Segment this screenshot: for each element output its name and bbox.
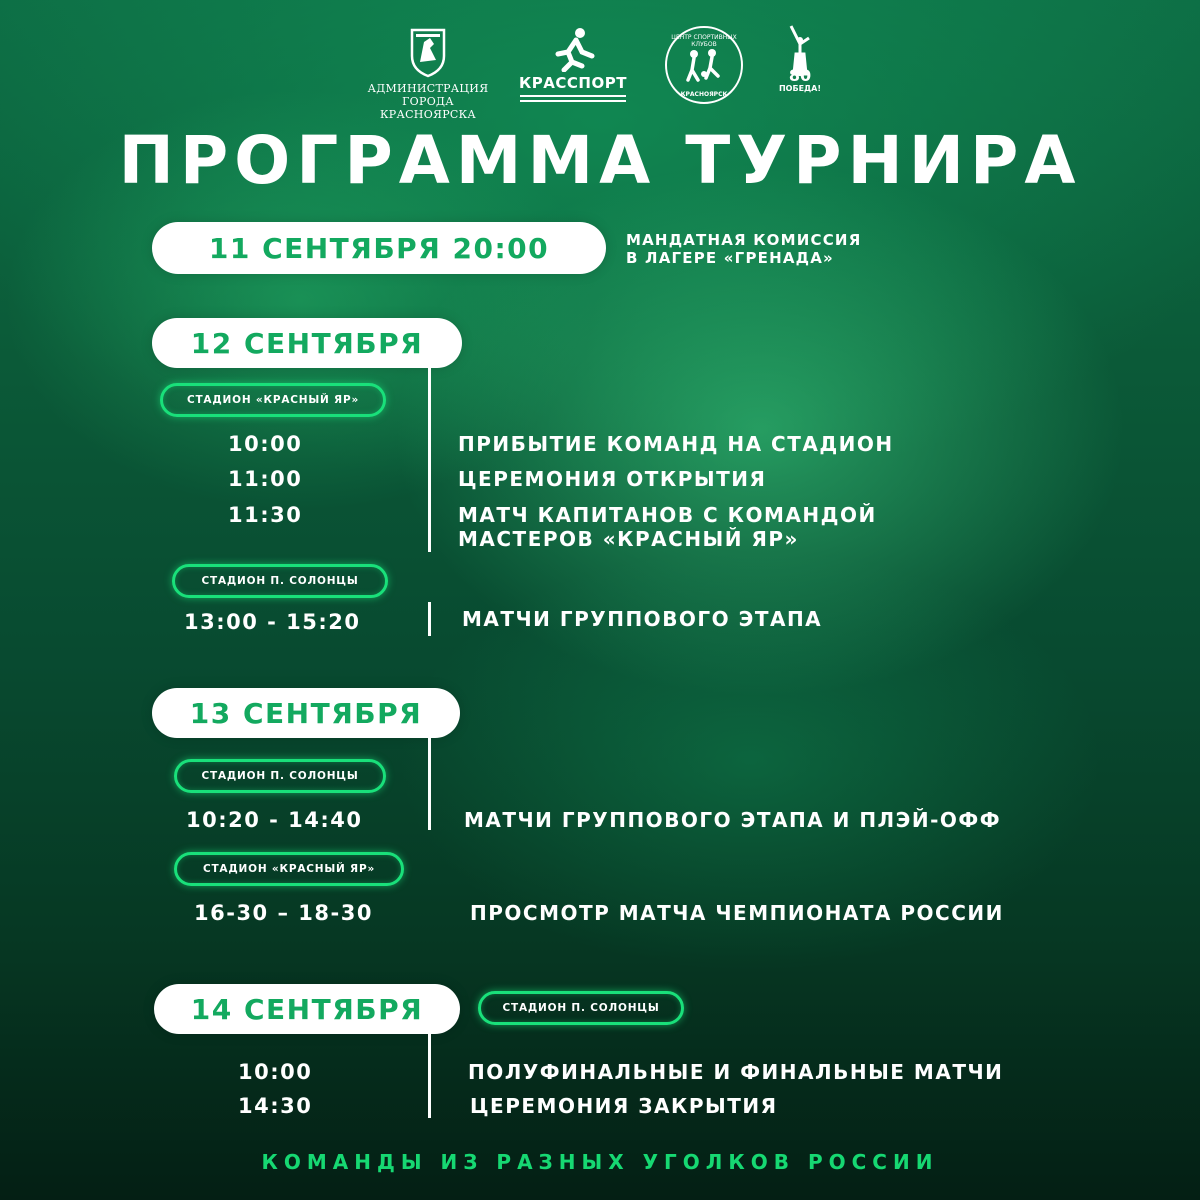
timeline-divider-13 <box>428 736 431 830</box>
event-13-1: МАТЧИ ГРУППОВОГО ЭТАПА И ПЛЭЙ-ОФФ <box>464 808 1002 832</box>
timeline-divider-14 <box>428 1032 431 1118</box>
time-14-1: 10:00 <box>238 1060 313 1084</box>
time-12-4: 13:00 - 15:20 <box>184 610 361 634</box>
runner-icon <box>546 26 600 72</box>
krassport-logo-underline <box>520 95 626 97</box>
sports-clubs-ring <box>665 26 743 104</box>
event-12-2: ЦЕРЕМОНИЯ ОТКРЫТИЯ <box>458 467 767 491</box>
athletes-icon <box>684 48 724 82</box>
time-12-2: 11:00 <box>228 467 303 491</box>
event-14-2: ЦЕРЕМОНИЯ ЗАКРЫТИЯ <box>470 1094 778 1118</box>
venue-badge-12-1: СТАДИОН «КРАСНЫЙ ЯР» <box>160 383 386 417</box>
city-crest-icon <box>408 26 448 78</box>
venue-badge-13-1: СТАДИОН П. СОЛОНЦЫ <box>174 759 386 793</box>
footer-slogan: КОМАНДЫ ИЗ РАЗНЫХ УГОЛКОВ РОССИИ <box>261 1150 939 1174</box>
day11-note-line2: В ЛАГЕРЕ «ГРЕНАДА» <box>626 249 834 267</box>
venue-badge-14: СТАДИОН П. СОЛОНЦЫ <box>478 991 684 1025</box>
sports-clubs-ring-bottom: КРАСНОЯРСК <box>680 91 728 98</box>
krassport-logo <box>514 26 632 102</box>
victory-word: ПОБЕДА! <box>778 84 822 93</box>
timeline-divider-12b <box>428 602 431 636</box>
admin-logo-line2: ГОРОДА КРАСНОЯРСКА <box>379 95 477 121</box>
time-12-1: 10:00 <box>228 432 303 456</box>
event-12-3-line2: МАСТЕРОВ «КРАСНЫЙ ЯР» <box>458 527 799 551</box>
event-12-3: МАТЧ КАПИТАНОВ С КОМАНДОЙ <box>458 503 877 527</box>
victory-number: 80 <box>788 66 812 85</box>
sports-clubs-logo <box>664 26 744 104</box>
date-pill-12: 12 СЕНТЯБРЯ <box>152 318 462 368</box>
event-14-1: ПОЛУФИНАЛЬНЫЕ И ФИНАЛЬНЫЕ МАТЧИ <box>468 1060 1004 1084</box>
date-pill-11: 11 СЕНТЯБРЯ 20:00 <box>152 222 606 274</box>
venue-badge-13-2: СТАДИОН «КРАСНЫЙ ЯР» <box>174 852 404 886</box>
victory-80-logo <box>778 24 822 94</box>
time-12-3: 11:30 <box>228 503 303 527</box>
timeline-divider-12a <box>428 366 431 552</box>
page-title: ПРОГРАММА ТУРНИРА <box>118 122 1082 199</box>
venue-badge-12-2: СТАДИОН П. СОЛОНЦЫ <box>172 564 388 598</box>
time-13-1: 10:20 - 14:40 <box>186 808 363 832</box>
event-12-1: ПРИБЫТИЕ КОМАНД НА СТАДИОН <box>458 432 894 456</box>
time-13-2: 16-30 – 18-30 <box>194 901 373 925</box>
date-pill-13: 13 СЕНТЯБРЯ <box>152 688 460 738</box>
time-14-2: 14:30 <box>238 1094 313 1118</box>
day11-note-line1: МАНДАТНАЯ КОМИССИЯ <box>626 231 862 249</box>
event-13-2: ПРОСМОТР МАТЧА ЧЕМПИОНАТА РОССИИ <box>470 901 1004 925</box>
admin-logo <box>358 26 498 121</box>
admin-logo-line1: АДМИНИСТРАЦИЯ <box>367 82 489 95</box>
krassport-logo-text: КРАССПОРТ <box>519 74 627 92</box>
krassport-logo-underline2 <box>520 100 626 102</box>
sports-clubs-ring-text: ЦЕНТР СПОРТИВНЫХ КЛУБОВ <box>671 34 737 48</box>
event-12-4: МАТЧИ ГРУППОВОГО ЭТАПА <box>462 607 823 631</box>
date-pill-14: 14 СЕНТЯБРЯ <box>154 984 460 1034</box>
